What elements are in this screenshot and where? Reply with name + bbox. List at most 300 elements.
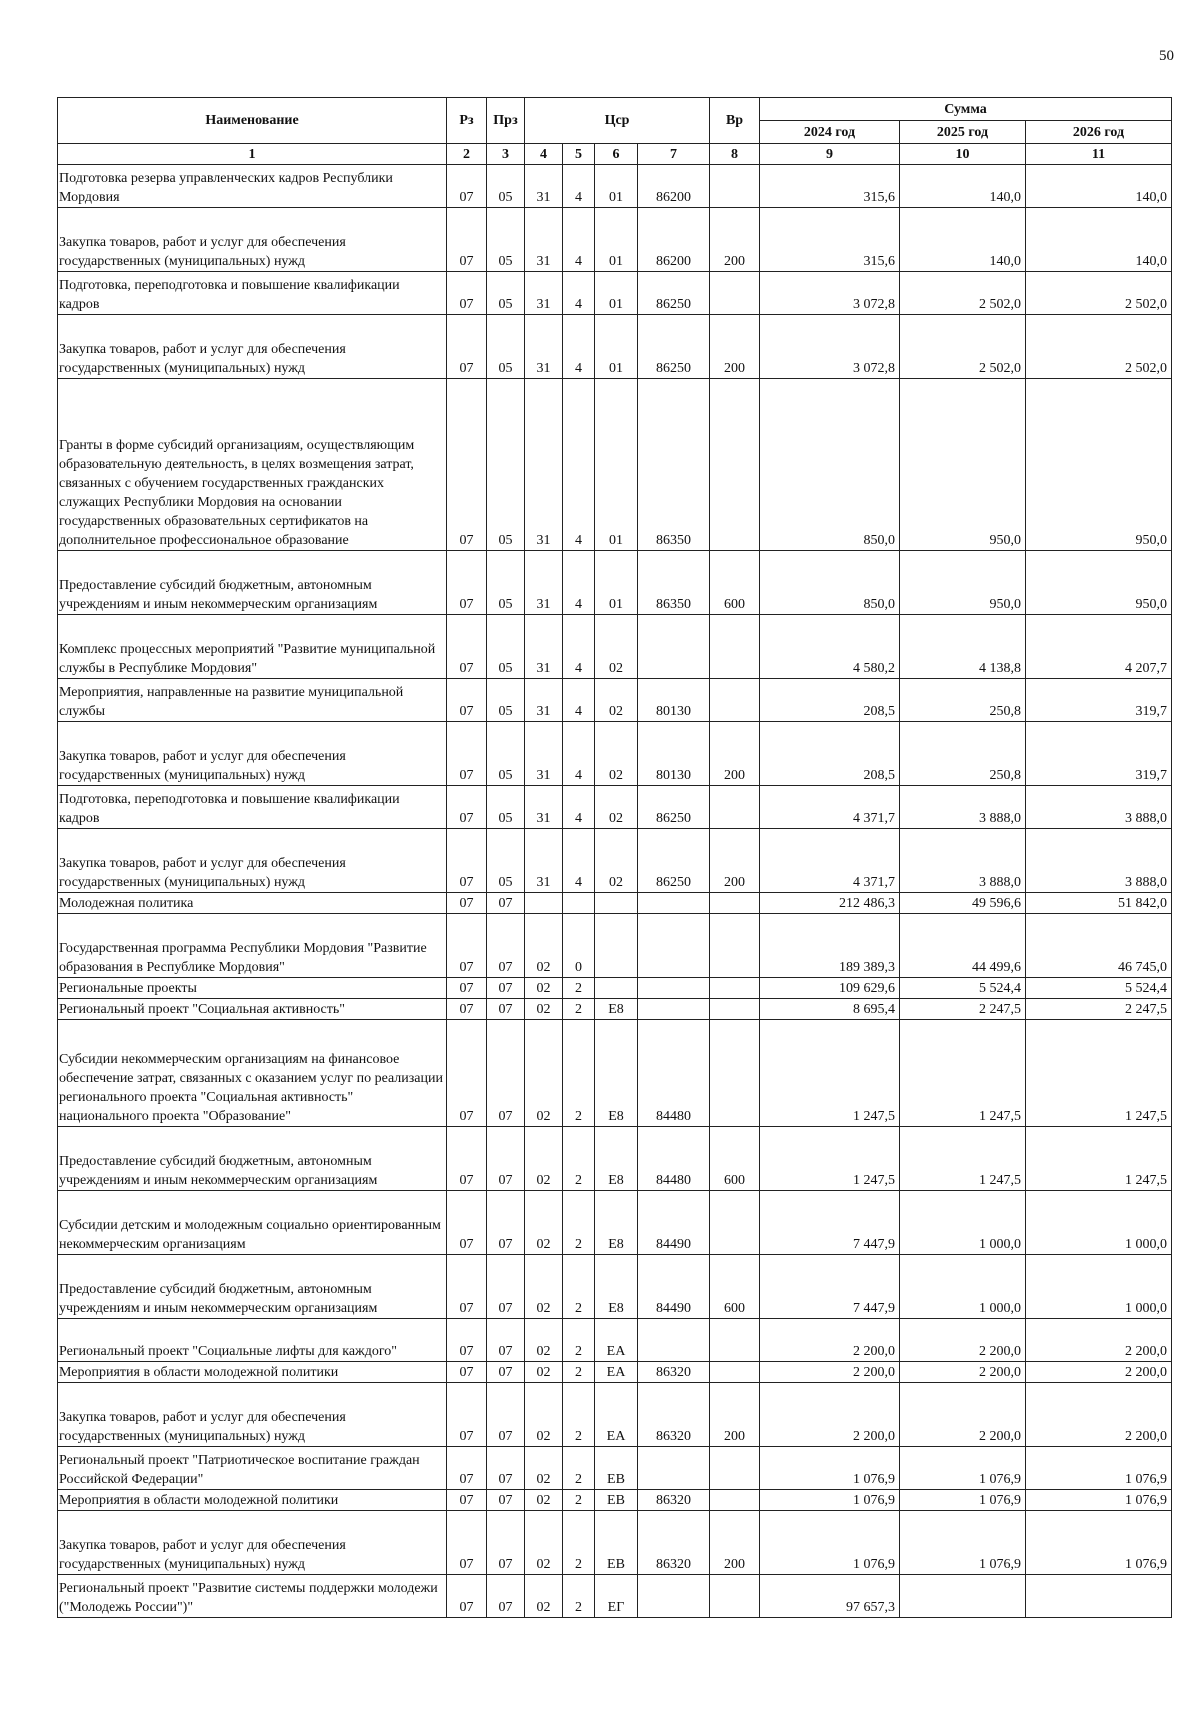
row-name: Субсидии детским и молодежным социально ориентированным некоммерческим организациям (58, 1191, 447, 1255)
row-vr (710, 272, 760, 315)
row-rz: 07 (447, 679, 487, 722)
row-csr-direction (638, 1447, 710, 1490)
row-sum-2025: 1 247,5 (900, 1020, 1026, 1127)
row-vr (710, 893, 760, 914)
row-csr-program: 31 (525, 315, 563, 379)
row-prz: 05 (487, 551, 525, 615)
row-csr-project: ЕА (595, 1362, 638, 1383)
row-sum-2025: 2 502,0 (900, 315, 1026, 379)
row-csr-type: 4 (563, 272, 595, 315)
row-prz: 07 (487, 1319, 525, 1362)
row-csr-direction: 86350 (638, 379, 710, 551)
row-csr-program: 02 (525, 1383, 563, 1447)
row-csr-project: Е8 (595, 1127, 638, 1191)
row-prz: 05 (487, 208, 525, 272)
row-sum-2026: 2 247,5 (1026, 999, 1172, 1020)
row-prz: 05 (487, 165, 525, 208)
row-sum-2024: 850,0 (760, 551, 900, 615)
row-sum-2024: 2 200,0 (760, 1383, 900, 1447)
table-row (58, 165, 1172, 208)
row-vr (710, 1319, 760, 1362)
row-csr-program: 02 (525, 999, 563, 1020)
row-rz: 07 (447, 1255, 487, 1319)
row-sum-2024: 4 371,7 (760, 786, 900, 829)
row-csr-type: 2 (563, 1127, 595, 1191)
row-name: Подготовка, переподготовка и повышение квалификации кадров (58, 786, 447, 829)
row-sum-2026: 2 200,0 (1026, 1319, 1172, 1362)
row-name: Региональные проекты (58, 978, 447, 999)
row-sum-2026: 1 247,5 (1026, 1127, 1172, 1191)
column-number: 8 (710, 144, 760, 165)
row-prz: 05 (487, 679, 525, 722)
table-row (58, 1127, 1172, 1191)
row-sum-2026: 1 000,0 (1026, 1255, 1172, 1319)
table-row (58, 722, 1172, 786)
table-row (58, 1383, 1172, 1447)
row-name: Закупка товаров, работ и услуг для обеспечения государственных (муниципальных) нужд (58, 208, 447, 272)
row-csr-project: 02 (595, 615, 638, 679)
row-sum-2026: 5 524,4 (1026, 978, 1172, 999)
row-sum-2026: 950,0 (1026, 379, 1172, 551)
row-name: Молодежная политика (58, 893, 447, 914)
row-csr-program (525, 893, 563, 914)
row-rz: 07 (447, 1362, 487, 1383)
row-sum-2024: 208,5 (760, 722, 900, 786)
row-sum-2024: 315,6 (760, 165, 900, 208)
row-csr-program: 31 (525, 679, 563, 722)
row-sum-2025: 2 247,5 (900, 999, 1026, 1020)
row-csr-project: ЕГ (595, 1575, 638, 1618)
row-name: Закупка товаров, работ и услуг для обеспечения государственных (муниципальных) нужд (58, 1383, 447, 1447)
row-csr-project: ЕВ (595, 1447, 638, 1490)
row-rz: 07 (447, 1490, 487, 1511)
row-sum-2026: 46 745,0 (1026, 914, 1172, 978)
row-csr-project (595, 914, 638, 978)
row-csr-type: 2 (563, 1490, 595, 1511)
row-sum-2024: 3 072,8 (760, 272, 900, 315)
row-sum-2026: 4 207,7 (1026, 615, 1172, 679)
row-sum-2026: 1 000,0 (1026, 1191, 1172, 1255)
column-number: 6 (595, 144, 638, 165)
row-rz: 07 (447, 722, 487, 786)
row-rz: 07 (447, 829, 487, 893)
row-sum-2024: 850,0 (760, 379, 900, 551)
row-csr-project: Е8 (595, 999, 638, 1020)
row-vr (710, 1447, 760, 1490)
row-rz: 07 (447, 165, 487, 208)
row-vr: 200 (710, 722, 760, 786)
row-csr-program: 02 (525, 1319, 563, 1362)
row-prz: 07 (487, 1020, 525, 1127)
row-name: Предоставление субсидий бюджетным, автономным учреждениям и иным некоммерческим организациям (58, 551, 447, 615)
row-name: Закупка товаров, работ и услуг для обеспечения государственных (муниципальных) нужд (58, 722, 447, 786)
row-csr-type: 2 (563, 999, 595, 1020)
table-row (58, 1575, 1172, 1618)
row-csr-direction: 84480 (638, 1127, 710, 1191)
header-year-2026: 2026 год (1026, 121, 1172, 144)
table-row (58, 1447, 1172, 1490)
row-name: Мероприятия в области молодежной политики (58, 1362, 447, 1383)
table-row (58, 829, 1172, 893)
header-year-2024: 2024 год (760, 121, 900, 144)
row-csr-type: 4 (563, 679, 595, 722)
row-sum-2026: 140,0 (1026, 208, 1172, 272)
row-sum-2026: 2 502,0 (1026, 315, 1172, 379)
row-csr-direction: 86250 (638, 786, 710, 829)
row-prz: 05 (487, 379, 525, 551)
row-sum-2024: 97 657,3 (760, 1575, 900, 1618)
table-row (58, 1490, 1172, 1511)
row-csr-type: 2 (563, 1191, 595, 1255)
table-row (58, 1511, 1172, 1575)
row-name: Закупка товаров, работ и услуг для обеспечения государственных (муниципальных) нужд (58, 829, 447, 893)
column-number: 10 (900, 144, 1026, 165)
column-numbers-row (58, 144, 1172, 165)
row-csr-program: 02 (525, 914, 563, 978)
row-csr-direction: 86350 (638, 551, 710, 615)
row-csr-direction (638, 893, 710, 914)
row-sum-2024: 3 072,8 (760, 315, 900, 379)
row-csr-type: 4 (563, 208, 595, 272)
row-csr-program: 02 (525, 1511, 563, 1575)
row-rz: 07 (447, 1447, 487, 1490)
row-sum-2026: 1 076,9 (1026, 1511, 1172, 1575)
row-csr-project: ЕА (595, 1383, 638, 1447)
row-csr-direction (638, 999, 710, 1020)
table-row (58, 786, 1172, 829)
row-sum-2024: 315,6 (760, 208, 900, 272)
row-sum-2026 (1026, 1575, 1172, 1618)
row-rz: 07 (447, 1191, 487, 1255)
row-csr-project (595, 978, 638, 999)
budget-table (57, 97, 1172, 1618)
row-csr-program: 31 (525, 786, 563, 829)
row-sum-2025: 2 502,0 (900, 272, 1026, 315)
row-csr-project: 01 (595, 208, 638, 272)
row-csr-direction: 86320 (638, 1362, 710, 1383)
row-sum-2025: 950,0 (900, 551, 1026, 615)
row-csr-program: 31 (525, 551, 563, 615)
row-csr-project: 01 (595, 379, 638, 551)
table-row (58, 208, 1172, 272)
row-csr-project: ЕВ (595, 1511, 638, 1575)
row-vr (710, 999, 760, 1020)
row-sum-2026: 3 888,0 (1026, 829, 1172, 893)
row-csr-direction: 84490 (638, 1191, 710, 1255)
row-rz: 07 (447, 1511, 487, 1575)
row-sum-2026: 2 502,0 (1026, 272, 1172, 315)
row-vr (710, 978, 760, 999)
row-csr-project (595, 893, 638, 914)
row-vr (710, 786, 760, 829)
column-number: 2 (447, 144, 487, 165)
row-csr-type: 2 (563, 1255, 595, 1319)
row-name: Закупка товаров, работ и услуг для обеспечения государственных (муниципальных) нужд (58, 315, 447, 379)
row-sum-2026: 1 076,9 (1026, 1447, 1172, 1490)
row-sum-2025: 1 247,5 (900, 1127, 1026, 1191)
row-vr (710, 1362, 760, 1383)
table-row (58, 978, 1172, 999)
row-csr-direction: 86200 (638, 165, 710, 208)
column-number: 9 (760, 144, 900, 165)
row-csr-project: Е8 (595, 1255, 638, 1319)
row-vr (710, 379, 760, 551)
row-csr-direction: 80130 (638, 679, 710, 722)
row-rz: 07 (447, 1020, 487, 1127)
row-sum-2025: 4 138,8 (900, 615, 1026, 679)
row-sum-2025: 2 200,0 (900, 1362, 1026, 1383)
row-csr-program: 02 (525, 1490, 563, 1511)
row-csr-program: 31 (525, 208, 563, 272)
row-rz: 07 (447, 208, 487, 272)
table-row (58, 379, 1172, 551)
row-sum-2024: 1 247,5 (760, 1127, 900, 1191)
row-csr-project: 01 (595, 315, 638, 379)
row-name: Региональный проект "Развитие системы поддержки молодежи ("Молодежь России")" (58, 1575, 447, 1618)
row-csr-direction: 84490 (638, 1255, 710, 1319)
row-rz: 07 (447, 1319, 487, 1362)
row-sum-2026: 3 888,0 (1026, 786, 1172, 829)
row-sum-2024: 109 629,6 (760, 978, 900, 999)
row-csr-type: 4 (563, 786, 595, 829)
table-row (58, 272, 1172, 315)
row-sum-2025: 1 076,9 (900, 1490, 1026, 1511)
table-row (58, 893, 1172, 914)
row-csr-project: 02 (595, 722, 638, 786)
row-csr-direction (638, 1319, 710, 1362)
row-name: Закупка товаров, работ и услуг для обеспечения государственных (муниципальных) нужд (58, 1511, 447, 1575)
row-name: Субсидии некоммерческим организациям на финансовое обеспечение затрат, связанных с оказанием услуг по реализации регионального проекта "Социальная активность" национального проекта "Образование" (58, 1020, 447, 1127)
row-sum-2024: 212 486,3 (760, 893, 900, 914)
row-vr (710, 1490, 760, 1511)
row-csr-type: 4 (563, 829, 595, 893)
row-rz: 07 (447, 893, 487, 914)
row-name: Региональный проект "Патриотическое воспитание граждан Российской Федерации" (58, 1447, 447, 1490)
row-csr-program: 31 (525, 722, 563, 786)
row-prz: 07 (487, 978, 525, 999)
row-name: Региональный проект "Социальные лифты для каждого" (58, 1319, 447, 1362)
row-vr: 600 (710, 1127, 760, 1191)
row-sum-2024: 189 389,3 (760, 914, 900, 978)
table-row (58, 551, 1172, 615)
row-sum-2025: 1 076,9 (900, 1447, 1026, 1490)
row-csr-program: 31 (525, 272, 563, 315)
row-sum-2025: 1 000,0 (900, 1255, 1026, 1319)
row-rz: 07 (447, 315, 487, 379)
row-csr-type: 2 (563, 1447, 595, 1490)
column-number: 5 (563, 144, 595, 165)
row-sum-2024: 2 200,0 (760, 1362, 900, 1383)
row-sum-2025: 140,0 (900, 208, 1026, 272)
page-number: 50 (1159, 48, 1174, 64)
table-row (58, 1255, 1172, 1319)
row-csr-direction: 86320 (638, 1511, 710, 1575)
row-name: Подготовка резерва управленческих кадров Республики Мордовия (58, 165, 447, 208)
row-csr-type: 2 (563, 1383, 595, 1447)
row-sum-2026: 1 076,9 (1026, 1490, 1172, 1511)
row-prz: 05 (487, 615, 525, 679)
row-csr-type: 4 (563, 165, 595, 208)
row-sum-2026: 1 247,5 (1026, 1020, 1172, 1127)
row-prz: 07 (487, 1447, 525, 1490)
table-row (58, 679, 1172, 722)
row-prz: 05 (487, 315, 525, 379)
row-name: Комплекс процессных мероприятий "Развитие муниципальной службы в Республике Мордовия" (58, 615, 447, 679)
row-csr-direction: 86320 (638, 1383, 710, 1447)
row-prz: 07 (487, 1383, 525, 1447)
row-rz: 07 (447, 786, 487, 829)
row-vr (710, 165, 760, 208)
row-prz: 07 (487, 1255, 525, 1319)
row-prz: 05 (487, 829, 525, 893)
row-csr-direction (638, 978, 710, 999)
row-sum-2024: 1 076,9 (760, 1511, 900, 1575)
header-name: Наименование (58, 98, 447, 144)
row-sum-2025: 3 888,0 (900, 786, 1026, 829)
row-rz: 07 (447, 914, 487, 978)
row-csr-direction: 86250 (638, 272, 710, 315)
row-csr-type: 2 (563, 1575, 595, 1618)
row-csr-program: 02 (525, 1255, 563, 1319)
row-csr-program: 02 (525, 1127, 563, 1191)
row-csr-type: 4 (563, 379, 595, 551)
row-sum-2025: 140,0 (900, 165, 1026, 208)
header-sum: Сумма (760, 98, 1172, 121)
row-sum-2025: 2 200,0 (900, 1319, 1026, 1362)
row-sum-2024: 4 371,7 (760, 829, 900, 893)
row-sum-2026: 319,7 (1026, 679, 1172, 722)
row-csr-project: 01 (595, 165, 638, 208)
table-header (58, 98, 1172, 165)
row-vr: 600 (710, 551, 760, 615)
header-csr: Цср (525, 98, 710, 144)
row-csr-direction: 84480 (638, 1020, 710, 1127)
row-rz: 07 (447, 272, 487, 315)
row-sum-2025: 1 000,0 (900, 1191, 1026, 1255)
row-csr-direction: 80130 (638, 722, 710, 786)
row-vr: 200 (710, 315, 760, 379)
row-csr-type: 2 (563, 1362, 595, 1383)
row-prz: 07 (487, 1575, 525, 1618)
row-name: Государственная программа Республики Мордовия "Развитие образования в Республике Мордовия" (58, 914, 447, 978)
column-number: 3 (487, 144, 525, 165)
row-csr-program: 31 (525, 165, 563, 208)
row-name: Мероприятия в области молодежной политики (58, 1490, 447, 1511)
header-year-2025: 2025 год (900, 121, 1026, 144)
row-sum-2025: 950,0 (900, 379, 1026, 551)
row-vr (710, 679, 760, 722)
row-rz: 07 (447, 999, 487, 1020)
row-sum-2025: 3 888,0 (900, 829, 1026, 893)
column-number: 1 (58, 144, 447, 165)
row-sum-2024: 4 580,2 (760, 615, 900, 679)
header-vr: Вр (710, 98, 760, 144)
table-row (58, 914, 1172, 978)
row-sum-2025: 2 200,0 (900, 1383, 1026, 1447)
row-sum-2024: 8 695,4 (760, 999, 900, 1020)
row-csr-project: 02 (595, 786, 638, 829)
table-row (58, 1020, 1172, 1127)
row-sum-2026: 2 200,0 (1026, 1383, 1172, 1447)
row-sum-2024: 7 447,9 (760, 1191, 900, 1255)
row-csr-direction (638, 914, 710, 978)
column-number: 11 (1026, 144, 1172, 165)
row-csr-project: 01 (595, 272, 638, 315)
row-rz: 07 (447, 1127, 487, 1191)
row-sum-2024: 1 076,9 (760, 1447, 900, 1490)
row-csr-project: 01 (595, 551, 638, 615)
row-name: Предоставление субсидий бюджетным, автономным учреждениям и иным некоммерческим организациям (58, 1127, 447, 1191)
row-csr-type: 0 (563, 914, 595, 978)
row-vr (710, 1191, 760, 1255)
row-sum-2025 (900, 1575, 1026, 1618)
row-csr-program: 02 (525, 1191, 563, 1255)
row-name: Мероприятия, направленные на развитие муниципальной службы (58, 679, 447, 722)
row-prz: 05 (487, 272, 525, 315)
row-csr-type: 4 (563, 315, 595, 379)
row-csr-type: 4 (563, 615, 595, 679)
column-number: 4 (525, 144, 563, 165)
row-sum-2024: 1 076,9 (760, 1490, 900, 1511)
row-rz: 07 (447, 379, 487, 551)
table-row (58, 1362, 1172, 1383)
row-csr-project: 02 (595, 679, 638, 722)
row-sum-2025: 5 524,4 (900, 978, 1026, 999)
row-csr-direction: 86320 (638, 1490, 710, 1511)
row-sum-2024: 2 200,0 (760, 1319, 900, 1362)
row-vr: 600 (710, 1255, 760, 1319)
row-csr-type: 2 (563, 978, 595, 999)
column-number: 7 (638, 144, 710, 165)
row-csr-program: 02 (525, 978, 563, 999)
row-rz: 07 (447, 1575, 487, 1618)
row-csr-direction (638, 615, 710, 679)
row-vr: 200 (710, 1511, 760, 1575)
table-row (58, 615, 1172, 679)
row-vr (710, 1020, 760, 1127)
row-csr-program: 02 (525, 1020, 563, 1127)
row-sum-2024: 208,5 (760, 679, 900, 722)
row-prz: 07 (487, 1127, 525, 1191)
row-sum-2026: 2 200,0 (1026, 1362, 1172, 1383)
row-prz: 07 (487, 999, 525, 1020)
row-csr-direction: 86250 (638, 829, 710, 893)
row-rz: 07 (447, 978, 487, 999)
row-csr-type: 2 (563, 1511, 595, 1575)
row-sum-2026: 319,7 (1026, 722, 1172, 786)
table-row (58, 1319, 1172, 1362)
row-csr-program: 31 (525, 379, 563, 551)
header-rz: Рз (447, 98, 487, 144)
table-body (58, 165, 1172, 1618)
row-prz: 05 (487, 722, 525, 786)
row-sum-2024: 7 447,9 (760, 1255, 900, 1319)
row-csr-program: 31 (525, 615, 563, 679)
row-sum-2025: 250,8 (900, 679, 1026, 722)
row-csr-type (563, 893, 595, 914)
row-name: Гранты в форме субсидий организациям, осуществляющим образовательную деятельность, в целях возмещения затрат, связанных с обучением государственных гражданских служащих Республики Мордовия на основании государственных образовательных сертификатов на дополнительное профессиональное образование (58, 379, 447, 551)
row-csr-type: 4 (563, 722, 595, 786)
row-rz: 07 (447, 1383, 487, 1447)
row-csr-project: ЕВ (595, 1490, 638, 1511)
row-csr-type: 4 (563, 551, 595, 615)
table-row (58, 999, 1172, 1020)
row-prz: 07 (487, 1191, 525, 1255)
row-name: Региональный проект "Социальная активность" (58, 999, 447, 1020)
row-csr-project: Е8 (595, 1020, 638, 1127)
row-sum-2025: 49 596,6 (900, 893, 1026, 914)
row-csr-direction (638, 1575, 710, 1618)
